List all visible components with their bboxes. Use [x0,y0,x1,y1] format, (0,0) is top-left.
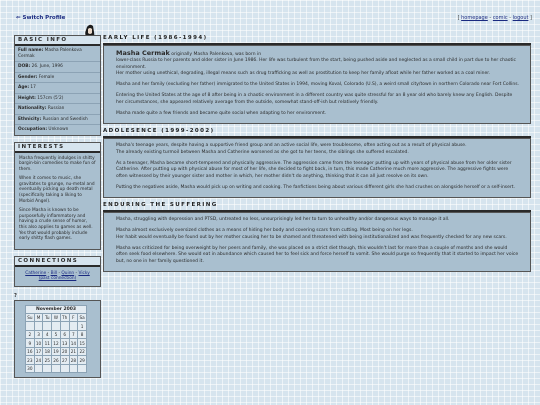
main-content [103,35,531,276]
calendar-day[interactable]: 17 [35,349,42,355]
calendar-day [34,322,43,331]
bracket-close: ] [530,15,532,21]
connection-link-past[interactable]: (past connection) [38,276,77,282]
connection-link-vicky[interactable]: Vicky [78,270,90,276]
calendar-day [78,364,87,373]
early-life-section [103,45,531,124]
switch-profile-link[interactable] [16,15,65,21]
bracket-open: [ [457,15,460,21]
calendar-week [26,330,87,339]
calendar-day[interactable]: 6 [60,330,69,339]
calendar-day[interactable]: 7 [69,330,78,339]
interests-paragraph: Masha frequently indulges in shitty bargin-bin comedies to make fun of them. [19,155,96,172]
immigration-paragraph: Masha and her family (excluding her father) immigrated to the United States in 1994, moving Koval, Colorado (U.S), a weird small city/town in northern Colorado near Fort Collins. [116,82,520,88]
calendar-weekday: F [69,313,78,322]
calendar-day [43,322,52,331]
suffering-section [103,212,531,272]
family-text: Her mother using unethical, degrading, illegal means such as drug trafficking as well as prostitution to keep her family afloat while her father worked as a coal miner. [116,70,491,76]
calendar-week [26,339,87,348]
adolescence-heading: ADOLESENCE (1999-2002) [103,128,531,138]
calendar-day[interactable]: 11 [44,340,50,346]
connection-link-quinn[interactable]: Quinn [61,270,75,276]
calendar-week [26,364,87,373]
arrival-paragraph: Entering the United States at the age of 8 after being in a chaotic environment in a different country was quite stressful for an 8 year old who barely knew any English. Despite her circumstances, she appeared relatively average from the outside, somewhat stand-off-ish but relatively friendly. [116,93,513,105]
calendar-day[interactable]: 26 [53,357,59,363]
connection-link-bill[interactable]: Bill [50,270,58,276]
connection-separator: - [75,270,78,276]
interests-heading: INTERESTS [15,143,100,153]
calendar-day [43,364,52,373]
connections-body [15,267,100,286]
calendar-day[interactable]: 14 [70,340,77,346]
calendar-day[interactable]: 15 [79,340,85,346]
info-value: Unknown [48,127,69,132]
connection-separator: - [58,270,61,276]
calendar-day[interactable]: 22 [79,349,85,355]
interests-paragraph: Since Masha is known to be purposefully inflammatory and having a crude sense of humor, this also applies to games as well. Yes that would probably include early shitty flash games. [19,208,93,242]
info-row-age [15,83,100,94]
calendar-day [34,364,43,373]
calendar-day [52,364,61,373]
calendar-weekday: M [34,313,43,322]
suffering-paragraph-3: Masha was criticized for being overweight by her peers and family, she was placed on a strict diet though, this wouldn't last for more than a couple of months and she would often seek food elsewhere. She would eat in abundance which caused her to feel sick and force herself to vomit. She would purge so frequently that it started to impact her voice but, no one in her family questioned it. [116,246,519,264]
intro-continued: lower-class Russia to her parents and older sister in June 1986. Her life was turbulent from the start, being pushed aside and neglected as a small child in part due to her chaotic environment. [116,58,516,70]
info-row-occupation [15,125,100,135]
habit-text: Her habit would eventually be found out by her mother causing her to be shamed and threatened with being institutionalized and was frequently checked for any new scars. [116,234,507,240]
calendar-day[interactable]: 19 [53,349,59,355]
clothing-text: Masha almost exclusively oversized clothes as a means of hiding her body and covering scars from cutting. Most being on her legs. [116,228,413,234]
calendar-day[interactable]: 29 [79,357,85,363]
logout-link[interactable]: logout [512,15,529,21]
back-arrow-icon: ⇐ [16,15,21,21]
character-name: Masha Cermak [116,49,170,57]
info-label: Nationality: [18,106,47,111]
calendar [25,305,87,374]
calendar-weekday: Sa [79,315,85,321]
calendar-day[interactable]: 24 [35,357,42,363]
info-label: Full name: [18,48,44,53]
calendar-week [26,322,87,331]
info-label: Gender: [18,74,38,80]
calendar-day[interactable]: 5 [52,330,61,339]
calendar-box [14,300,101,379]
calendar-week [26,356,87,365]
friends-paragraph: Masha made quite a few friends and became quite social when adapting to her environment. [116,111,327,117]
info-label: Occupation: [18,127,48,132]
info-label: Height: [18,95,36,101]
calendar-day [52,322,61,331]
adolescence-paragraph-2: As a teenager, Masha became short-tempered and physically aggressive. The aggression came from the teenager putting up with years of physical abuse from her older sister Catherine. After putting up with physical abuse for most of her life, she decided to fight back, in turn, this made Catherine much more aggressive. The aggressive fights were often witnessed by their younger sister and mother in which, her mother didn't do anything, thinking that it can all just resolve on its own. [116,160,512,179]
adolescence-section [103,138,531,198]
homepage-link[interactable]: homepage [461,15,488,21]
early-life-heading: EARLY LIFE (1986-1994) [103,35,531,45]
sidebar [14,35,101,384]
calendar-day[interactable]: 30 [27,366,33,372]
top-nav-links [458,15,532,21]
calendar-day[interactable]: 28 [70,357,77,363]
basic-info-box [14,35,101,136]
connection-link-catherine[interactable]: Catherine [25,270,47,276]
info-row-height [15,94,100,105]
info-row-nationality [15,104,100,115]
suffering-heading: ENDURING THE SUFFERING [103,202,531,212]
connections-heading: CONNECTIONS [15,257,100,267]
calendar-title: November 2003 [26,305,87,313]
calendar-weekday: Su [27,315,33,321]
calendar-body [26,322,87,373]
connections-box [14,256,101,287]
calendar-weekday: Th [62,315,68,321]
calendar-day [69,322,78,331]
calendar-day[interactable]: 9 [26,339,35,348]
basic-info-heading: BASIC INFO [15,36,100,46]
suffering-paragraph-2 [116,228,520,241]
info-value: Russian [47,106,65,111]
info-label: Age: [18,85,30,90]
info-label: DOB: [18,64,31,69]
info-value: 26. June, 1996 [31,64,63,69]
connection-separator: - [47,270,50,276]
calendar-weekday-row [26,313,87,322]
calendar-day[interactable]: 3 [34,330,43,339]
calendar-day[interactable]: 27 [61,357,68,363]
info-value: Female [38,74,55,80]
calendar-day[interactable]: 8 [78,330,87,339]
comic-link[interactable]: comic [492,15,508,21]
info-row-dob [15,62,100,73]
calendar-day [60,322,69,331]
misc-heading: ? [14,292,17,299]
switch-profile-label: Switch Profile [22,15,66,21]
calendar-day [60,364,69,373]
info-row-gender [15,73,100,84]
turmoil-text: The already existing turmoil between Masha and Catherine worsened as she got to her teens, the siblings she suffered escalated. [116,149,409,155]
nav-separator: - [489,15,492,21]
calendar-weekday: Tu [43,313,52,322]
calendar-day[interactable]: 16 [27,349,33,355]
calendar-day[interactable]: 10 [35,340,42,346]
calendar-day[interactable]: 2 [26,330,35,339]
interests-paragraph: When it comes to music, she gravitates to grunge, nu-metal and eventually picking up death metal (specifically taking a liking to Morbid Angel). [19,176,95,204]
adolescence-paragraph-3: Putting the negatives aside, Masha would pick up on writing and cooking. The fanfictions being about various different girls she had crushes on alongside herself or a self-insert. [116,184,515,190]
info-row-full-name [15,46,100,62]
calendar-day[interactable]: 20 [61,349,68,355]
calendar-day[interactable]: 21 [70,349,77,355]
interests-body [15,153,100,249]
early-life-intro [116,50,520,77]
info-value: 157cm (5'2) [37,95,64,101]
info-value: Masha Palenkova Cermak [18,48,82,59]
calendar-day[interactable]: 12 [53,340,59,346]
info-label: Ethnicity: [18,116,42,122]
intro-text: originally Masha Palenkova, was born in [169,52,262,57]
suffering-paragraph-1: Masha, struggling with depression and PTSD, untreated no less, unsurprisingly led her to turn to unhealthy and/or dangerous ways to manage it all. [116,217,450,223]
calendar-day [69,364,78,373]
calendar-day[interactable]: 23 [27,357,33,363]
calendar-day[interactable]: 18 [44,349,50,355]
calendar-day[interactable]: 4 [43,330,52,339]
calendar-day[interactable]: 25 [44,357,50,363]
info-value: 17 [30,85,36,90]
calendar-day [26,322,35,331]
info-row-ethnicity [15,115,100,126]
teen-years-text: Masha's teenage years, despite having a supportive friend group and an active social life, were troublesome, often acting out as a result of physical abuse. [116,143,467,149]
nav-separator: - [509,15,512,21]
calendar-day[interactable]: 1 [78,322,87,331]
interests-box [14,142,101,250]
calendar-week [26,347,87,356]
calendar-day[interactable]: 13 [61,340,68,346]
info-value: Russian and Swedish [42,116,88,122]
adolescence-paragraph-1 [116,143,520,156]
calendar-weekday: W [52,313,61,322]
